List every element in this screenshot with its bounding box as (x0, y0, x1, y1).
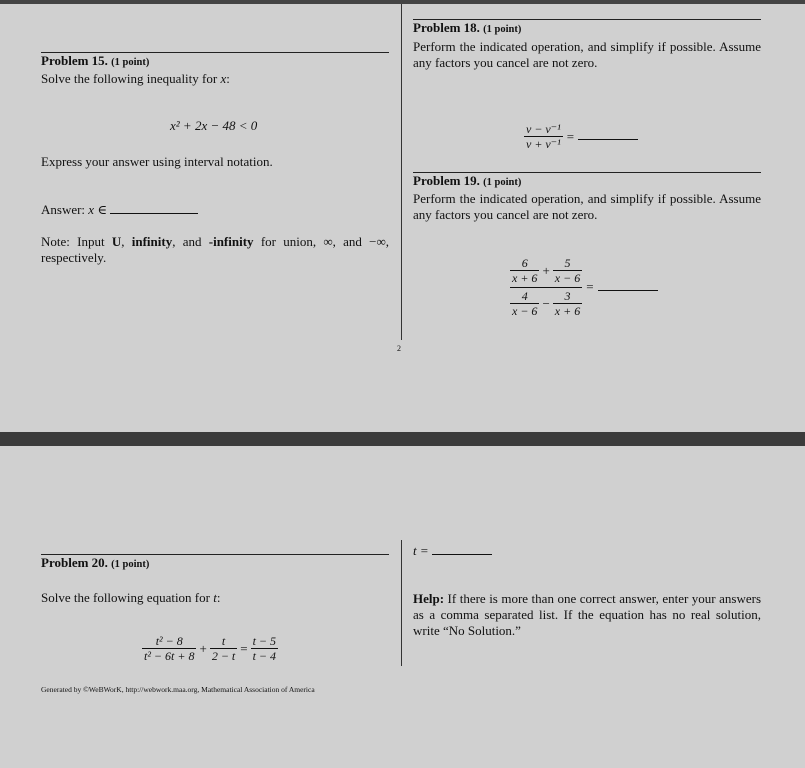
p19-complex-fraction (510, 256, 582, 318)
p19-top-op: + (542, 262, 550, 278)
page-number: 2 (397, 344, 401, 353)
p19-bot-left-num: 4 (521, 289, 528, 303)
p15-answer-var: x ∈ (88, 202, 107, 217)
p20-frac-1 (142, 634, 196, 663)
p20-prompt (41, 590, 220, 606)
p19-equals: = (586, 279, 594, 294)
p15-points: (1 point) (111, 57, 150, 68)
p20-frac-3 (251, 634, 278, 663)
p15-note-and: , and (172, 234, 209, 249)
p20-answer-row (413, 543, 492, 559)
page-gap (0, 432, 805, 446)
p18-title (413, 20, 521, 36)
p15-inequality: x² + 2x − 48 < 0 (170, 118, 258, 133)
p20-points: (1 point) (111, 559, 150, 570)
p15-prompt (41, 71, 230, 87)
p20-answer-input[interactable] (432, 554, 492, 555)
p20-prompt-var: t (213, 590, 217, 605)
p19-bot-left-den: x − 6 (512, 304, 538, 318)
p18-expression (524, 122, 638, 151)
p15-prompt-text: Solve the following inequality for (41, 71, 221, 86)
p20-title-text: Problem 20. (41, 555, 108, 570)
p20-frac-2 (210, 634, 237, 663)
p20-frac-2-den: 2 − t (211, 649, 236, 663)
p18-title-text: Problem 18. (413, 20, 480, 35)
p18-equals: = (566, 128, 575, 144)
p18-denominator: v + v⁻¹ (526, 137, 561, 151)
p20-frac-3-num: t − 5 (252, 634, 277, 648)
p15-prompt-colon: : (226, 71, 230, 86)
p19-bot-op: − (542, 295, 550, 311)
p19-top-right-num: 5 (564, 256, 571, 270)
p20-frac-3-den: t − 4 (252, 649, 277, 663)
p19-expression (510, 256, 658, 318)
p19-answer-input[interactable] (598, 290, 658, 291)
p15-note-infinity: infinity (131, 234, 173, 249)
p15-note-prefix: Note: Input (41, 234, 112, 249)
p15-answer-label: Answer: (41, 202, 89, 217)
page2-column-divider (401, 540, 402, 666)
p20-frac-1-num: t² − 8 (155, 634, 183, 648)
p19-top-right-frac (553, 256, 582, 285)
p15-title (41, 53, 149, 69)
p19-bot-right-den: x + 6 (554, 304, 581, 318)
page1-column-divider (401, 4, 402, 340)
p20-answer-var: t = (413, 543, 429, 558)
p19-bot-right-frac (553, 289, 582, 318)
p19-top-right-den: x − 6 (554, 271, 581, 285)
worksheet-page-2 (0, 446, 805, 768)
p19-bottom-expression (510, 287, 582, 318)
p19-prompt: Perform the indicated operation, and simplify if possible. Assume any factors you cancel are not zero. (413, 191, 761, 222)
p18-points: (1 point) (483, 24, 522, 35)
p18-numerator: v − v⁻¹ (526, 122, 561, 136)
p20-prompt-colon: : (216, 590, 221, 605)
p15-answer-row (41, 202, 198, 218)
p20-frac-2-num: t (221, 634, 226, 648)
p18-prompt: Perform the indicated operation, and simplify if possible. Assume any factors you cancel are not zero. (413, 39, 761, 70)
p15-answer-input[interactable] (110, 213, 198, 214)
p20-plus: + (199, 640, 207, 656)
p19-bot-left-frac (510, 289, 539, 318)
p15-note-comma: , (121, 234, 132, 249)
p20-title (41, 555, 149, 571)
p18-answer-input[interactable] (578, 139, 638, 140)
p20-equals: = (240, 640, 248, 656)
p15-note (41, 234, 389, 266)
p18-fraction (524, 122, 563, 151)
p19-top-left-den: x + 6 (512, 271, 538, 285)
p20-prompt-text: Solve the following equation for (41, 590, 214, 605)
footer-credit: Generated by ©WeBWorK, http://webwork.maa.org, Mathematical Association of America (41, 685, 315, 694)
p19-points: (1 point) (483, 177, 522, 188)
p19-title-text: Problem 19. (413, 173, 480, 188)
help-text (413, 591, 761, 639)
p20-equation (142, 634, 278, 663)
p15-title-text: Problem 15. (41, 53, 108, 68)
p15-note-neg-infinity: -infinity (208, 234, 254, 249)
help-label: Help: (413, 591, 445, 606)
p15-express: Express your answer using interval notation. (41, 154, 273, 169)
p19-title (413, 173, 521, 189)
p15-note-union: U (111, 234, 122, 249)
p19-bot-right-num: 3 (564, 289, 571, 303)
help-body: If there is more than one correct answer, enter your answers as a comma separated list. If the equation has no real solution, write “No Solution.” (413, 591, 761, 638)
p20-frac-1-den: t² − 6t + 8 (144, 649, 195, 663)
p15-note-rest: for union, ∞, and −∞, respectively. (41, 234, 390, 265)
p15-prompt-var: x (220, 71, 227, 86)
p19-top-left-frac (510, 256, 539, 285)
p19-top-left-num: 6 (521, 256, 528, 270)
p19-top-expression (510, 256, 582, 287)
